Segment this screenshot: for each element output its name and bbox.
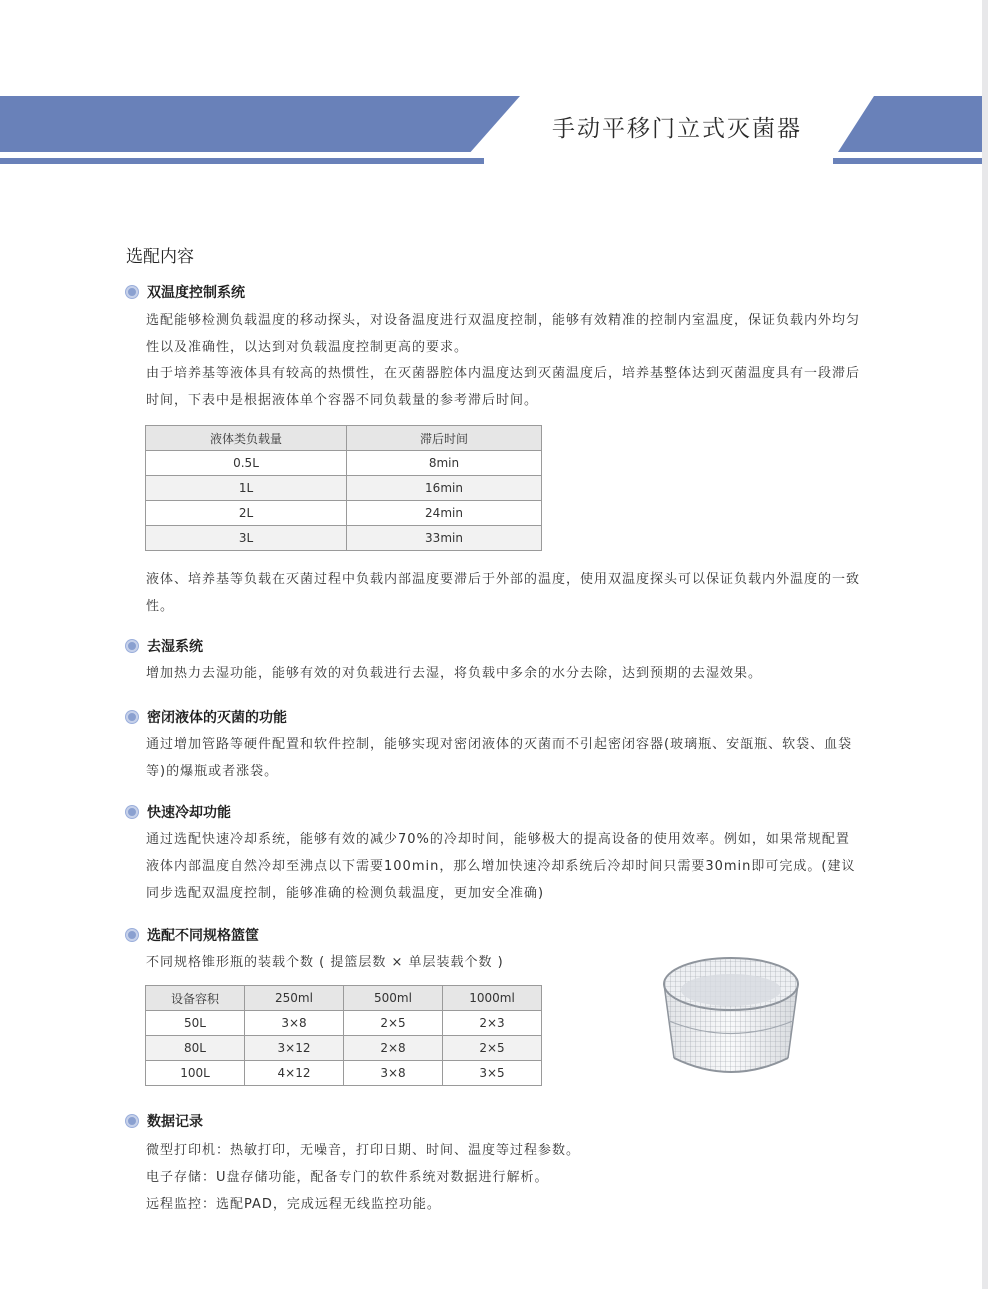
page-title: 手动平移门立式灭菌器: [552, 116, 802, 142]
item-title: 密闭液体的灭菌的功能: [147, 710, 287, 726]
table-cell: 1L: [146, 476, 347, 501]
paragraph-dehumidify: 增加热力去湿功能，能够有效的对负载进行去湿，将负载中多余的水分去除，达到预期的去湿效果。: [146, 666, 763, 681]
table-cell: 3×5: [443, 1061, 542, 1086]
item-title: 选配不同规格篮筐: [147, 928, 259, 944]
item-title: 去湿系统: [147, 639, 203, 655]
table-header-cell: 滞后时间: [347, 426, 542, 451]
table-header-row: [146, 986, 542, 1011]
bullet-icon: [126, 640, 138, 652]
paragraph-dual-temperature-1: 选配能够检测负载温度的移动探头，对设备温度进行双温度控制，能够有效精准的控制内室温度，保证负载内外均匀性以及准确性，以达到对负载温度控制更高的要求。: [146, 313, 861, 355]
item-heading-dual-temperature: [126, 282, 245, 302]
header-band-left: [0, 96, 520, 152]
table-cell: 3×8: [245, 1011, 344, 1036]
table-cell: 3×8: [344, 1061, 443, 1086]
table-header-cell: 250ml: [245, 986, 344, 1011]
item-heading-sealed-liquid: [126, 707, 287, 727]
header-rule-right: [833, 158, 982, 164]
table-row: [146, 526, 542, 551]
section-title: 选配内容: [126, 247, 194, 267]
table-header-cell: 设备容积: [146, 986, 245, 1011]
table-cell: 4×12: [245, 1061, 344, 1086]
item-title: 双温度控制系统: [147, 285, 245, 301]
table-cell: 24min: [347, 501, 542, 526]
table-cell: 50L: [146, 1011, 245, 1036]
table-cell: 16min: [347, 476, 542, 501]
bullet-icon: [126, 711, 138, 723]
paragraph-sealed-liquid: 通过增加管路等硬件配置和软件控制，能够实现对密闭液体的灭菌而不引起密闭容器(玻璃瓶、安瓿瓶、软袋、血袋等)的爆瓶或者涨袋。: [146, 737, 853, 779]
header-rule-left: [0, 158, 484, 164]
table-cell: 2×5: [443, 1036, 542, 1061]
paragraph-after-table: 液体、培养基等负载在灭菌过程中负载内部温度要滞后于外部的温度，使用双温度探头可以保证负载内外温度的一致性。: [146, 572, 861, 614]
table-header-cell: 液体类负载量: [146, 426, 347, 451]
table-cell: 8min: [347, 451, 542, 476]
paragraph-storage: 电子存储：U盘存储功能，配备专门的软件系统对数据进行解析。: [146, 1170, 549, 1185]
header-band-right: [838, 96, 982, 152]
bullet-icon: [126, 806, 138, 818]
paragraph-dual-temperature-2: 由于培养基等液体具有较高的热惯性，在灭菌器腔体内温度达到灭菌温度后，培养基整体达到灭菌温度具有一段滞后时间，下表中是根据液体单个容器不同负载量的参考滞后时间。: [146, 366, 861, 408]
wire-basket-image: [660, 946, 802, 1088]
table-row: [146, 1011, 542, 1036]
basket-capacity-table: [145, 985, 542, 1086]
table-cell: 33min: [347, 526, 542, 551]
bullet-icon: [126, 1115, 138, 1127]
page-edge-shadow: [982, 0, 988, 1289]
bullet-icon: [126, 929, 138, 941]
table-row: [146, 501, 542, 526]
paragraph-remote-monitoring: 远程监控：选配PAD，完成远程无线监控功能。: [146, 1197, 441, 1212]
table-row: [146, 1061, 542, 1086]
table-row: [146, 1036, 542, 1061]
table-header-cell: 1000ml: [443, 986, 542, 1011]
table-cell: 0.5L: [146, 451, 347, 476]
item-heading-baskets: [126, 925, 259, 945]
paragraph-baskets: 不同规格锥形瓶的装载个数 ( 提篮层数 × 单层装载个数 ): [146, 955, 504, 970]
table-cell: 80L: [146, 1036, 245, 1061]
paragraph-rapid-cooling: 通过选配快速冷却系统，能够有效的减少70%的冷却时间，能够极大的提高设备的使用效率。例如，如果常规配置液体内部温度自然冷却至沸点以下需要100min，那么增加快速冷却系统后冷却时间只需要30min即可完成。(建议同步选配双温度控制，能够准确的检测负载温度，更加安全准确): [146, 832, 856, 901]
table-cell: 3L: [146, 526, 347, 551]
table-cell: 2×8: [344, 1036, 443, 1061]
item-heading-data-records: [126, 1111, 203, 1131]
item-title: 数据记录: [147, 1114, 203, 1130]
table-cell: 2×3: [443, 1011, 542, 1036]
table-row: [146, 451, 542, 476]
bullet-icon: [126, 286, 138, 298]
item-title: 快速冷却功能: [147, 805, 231, 821]
table-row: [146, 476, 542, 501]
table-cell: 3×12: [245, 1036, 344, 1061]
table-cell: 100L: [146, 1061, 245, 1086]
table-header-cell: 500ml: [344, 986, 443, 1011]
paragraph-printer: 微型打印机：热敏打印，无噪音，打印日期、时间、温度等过程参数。: [146, 1143, 581, 1158]
item-heading-rapid-cooling: [126, 802, 231, 822]
item-heading-dehumidify: [126, 636, 203, 656]
lag-time-table: [145, 425, 542, 551]
table-header-row: [146, 426, 542, 451]
table-cell: 2L: [146, 501, 347, 526]
table-cell: 2×5: [344, 1011, 443, 1036]
